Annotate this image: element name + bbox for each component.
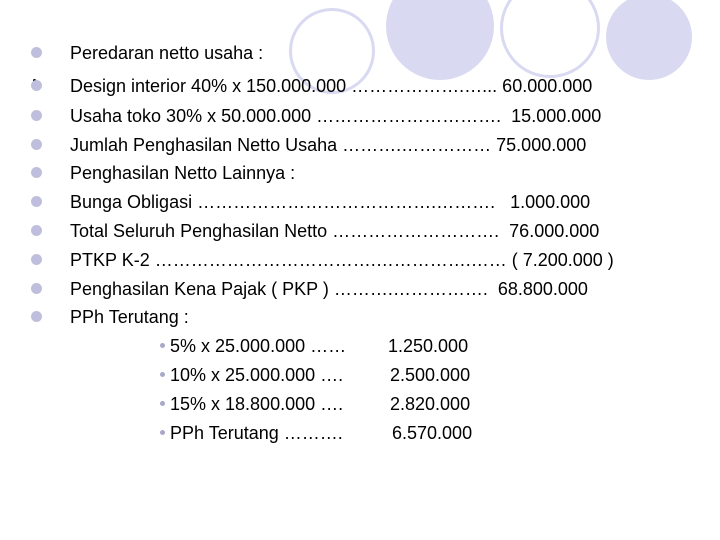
line-text: Penghasilan Netto Lainnya : xyxy=(70,163,296,183)
bullet-icon xyxy=(31,283,42,294)
list-item xyxy=(0,71,720,101)
line-text: PTKP K-2 ……………………………….…………….…… ( 7.200.000 ) xyxy=(70,250,614,270)
sub-item-label: 15% x 18.800.000 …. xyxy=(170,394,344,414)
sub-bullet-icon xyxy=(160,430,165,435)
sub-list-item xyxy=(0,419,720,448)
bullet-icon xyxy=(31,311,42,322)
sub-bullet-icon xyxy=(160,343,165,348)
sub-item-value: 2.820.000 xyxy=(390,394,471,414)
sub-item-value: 1.250.000 xyxy=(388,336,469,356)
line-text: Jumlah Penghasilan Netto Usaha ……….…………… 75.000.000 xyxy=(70,135,587,155)
sub-bullet-icon xyxy=(160,401,165,406)
sub-bullet-icon xyxy=(160,372,165,377)
list-item xyxy=(0,101,720,131)
sub-list-item xyxy=(0,332,720,361)
sub-item-label: PPh Terutang ………. xyxy=(170,423,343,443)
bullet-icon xyxy=(31,47,42,58)
line-text: PPh Terutang : xyxy=(70,307,189,327)
sub-item-value: 2.500.000 xyxy=(390,365,471,385)
line-text: Penghasilan Kena Pajak ( PKP ) ……….……………. 68.800.000 xyxy=(70,279,588,299)
list-item xyxy=(0,38,720,68)
list-item xyxy=(0,187,720,217)
list-item xyxy=(0,158,720,188)
bullet-icon xyxy=(31,167,42,178)
line-text: Peredaran netto usaha : xyxy=(70,43,264,63)
list-item xyxy=(0,274,720,304)
bullet-icon xyxy=(31,225,42,236)
list-item xyxy=(0,245,720,275)
list-item xyxy=(0,130,720,160)
bullet-icon xyxy=(31,254,42,265)
list-item xyxy=(0,216,720,246)
bullet-icon xyxy=(31,110,42,121)
line-text: Bunga Obligasi ………………………………….………. 1.000.000 xyxy=(70,192,591,212)
list-item xyxy=(0,302,720,332)
sub-list-item xyxy=(0,390,720,419)
line-text: Usaha toko 30% x 50.000.000 …………………………. 15.000.000 xyxy=(70,106,602,126)
bullet-icon xyxy=(31,139,42,150)
bullet-icon xyxy=(31,196,42,207)
line-text: Total Seluruh Penghasilan Netto ………………………. 76.000.000 xyxy=(70,221,600,241)
sub-item-label: 5% x 25.000.000 …… xyxy=(170,336,347,356)
line-text: Design interior 40% x 150.000.000 ……………….…... 60.000.000 xyxy=(70,76,593,96)
sub-item-label: 10% x 25.000.000 …. xyxy=(170,365,344,385)
sub-item-value: 6.570.000 xyxy=(392,423,473,443)
bullet-icon xyxy=(31,80,42,91)
sub-list-item xyxy=(0,361,720,390)
